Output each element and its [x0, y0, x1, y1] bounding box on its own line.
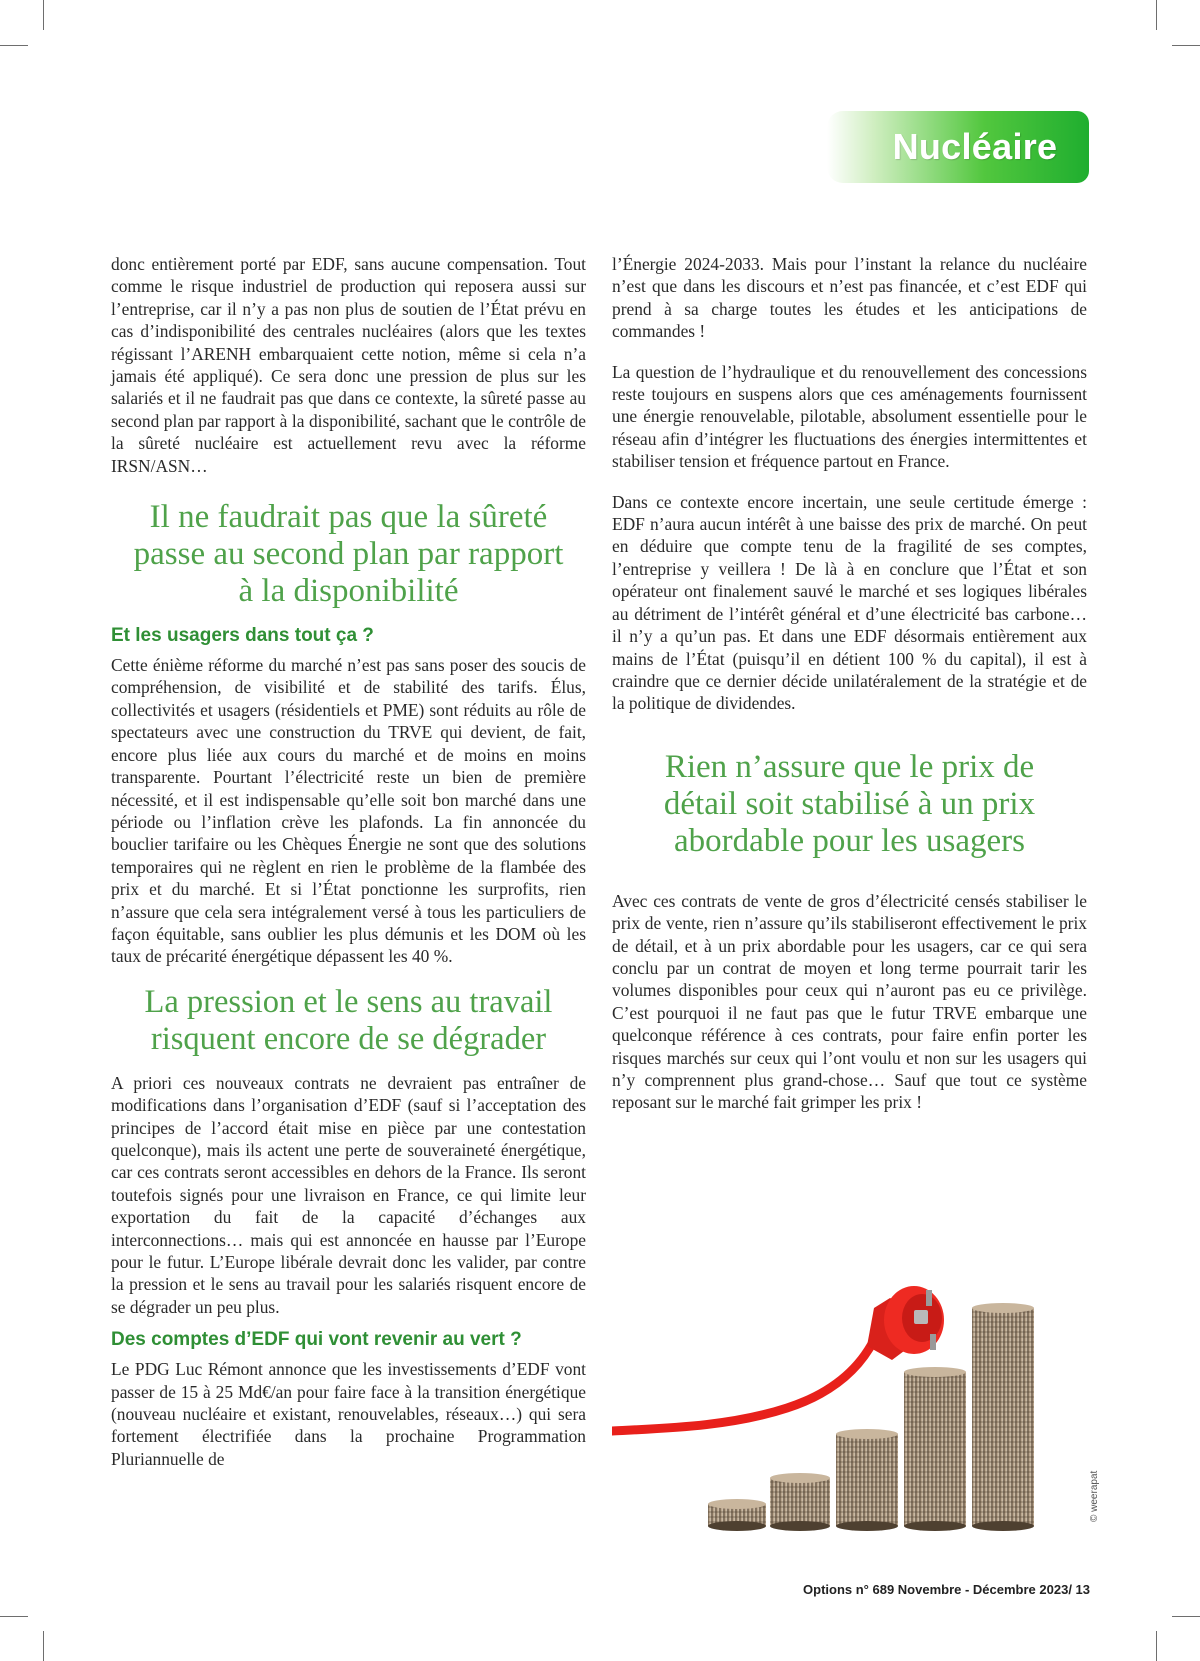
left-column [111, 253, 586, 1470]
illustration-plug-and-coins [612, 1268, 1090, 1538]
body-paragraph: donc entièrement porté par EDF, sans aucune compensation. Tout comme le risque industriel de production qui reposera aussi sur l’entreprise, car il n’y a pas non plus de soutien de l’État prévu en cas d’indisponibilité des centrales nucléaires (alors que les textes régissant l’ARENH embarquaient cette notion, même si cela n’a jamais été appliqué). Ce sera donc une pression de plus sur les salariés et il ne faudrait pas que dans ce contexte, la sûreté passe au second plan par rapport à la disponibilité, sachant que le contrôle de la sûreté nucléaire est actuellement revu avec la réforme IRSN/ASN… [111, 254, 586, 476]
subheading: Des comptes d’EDF qui vont revenir au vert ? [111, 1329, 522, 1351]
crop-mark [0, 1616, 28, 1617]
section-tab [827, 111, 1089, 183]
crop-mark [1172, 45, 1200, 46]
body-paragraph: l’Énergie 2024-2033. Mais pour l’instant la relance du nucléaire n’est que dans les discours et n’est pas financée, et c’est EDF qui prend à sa charge toutes les études et les anticipations de commandes ! [612, 254, 1087, 342]
plug-icon [867, 1286, 944, 1360]
pullquote: Il ne faudrait pas que la sûreté passe au second plan par rapport à la disponibilité [133, 499, 564, 610]
subheading: Et les usagers dans tout ça ? [111, 625, 374, 647]
crop-mark [43, 0, 44, 30]
body-paragraph: Le PDG Luc Rémont annonce que les investissements d’EDF vont passer de 15 à 25 Md€/an pour faire face à la transition énergétique (nouveau nucléaire et existant, renouvelables, réseaux…) qui sera fortement électrifiée dans la prochaine Programmation Pluriannuelle de [111, 1359, 586, 1469]
cable [612, 1340, 874, 1431]
section-tab-label: Nucléaire [892, 126, 1058, 167]
right-column [612, 253, 1087, 1114]
crop-mark [43, 1631, 44, 1661]
pullquote: Rien n’assure que le prix de détail soit stabilisé à un prix abordable pour les usagers [663, 748, 1036, 859]
body-paragraph: Dans ce contexte encore incertain, une seule certitude émerge : EDF n’aura aucun intérêt à une baisse des prix de marché. On peut en déduire que compte tenu de la fragilité de ses comptes, l’entreprise y veillera ! De là à en conclure que l’État et son opérateur ont finalement sauvé le marché et ses logiques libérales au détriment de l’intérêt général et d’une électricité bas carbone… il n’y a qu’un pas. Et dans une EDF désormais entièrement aux mains de l’État (puisqu’il en détient 100 % du capital), il est à craindre que ce dernier décide unilatéralement de la stratégie et de la politique de dividendes. [612, 491, 1087, 714]
crop-mark [1156, 1631, 1157, 1661]
body-paragraph: A priori ces nouveaux contrats ne devraient pas entraîner de modifications dans l’organisation d’EDF (sauf si l’acceptation des principes de l’accord était mise en pièce par une contestation quelconque), mais ils actent une perte de souveraineté énergétique, car ces contrats seront accessibles en dehors de la France. Ils seront toutefois signés pour une livraison en France, ce qui limite leur exportation du fait de la capacité d’échanges aux interconnections… mais qui est annoncée en hausse par l’Europe pour le futur. L’Europe libérale devrait donc les valider, par contre la pression et le sens au travail pour les salariés risquent encore de se dégrader un peu plus. [111, 1072, 586, 1317]
body-paragraph: Avec ces contrats de vente de gros d’électricité censés stabiliser le prix de vente, rien n’assure qu’ils stabiliseront effectivement le prix de détail, et à un prix abordable pour les usagers, car ce qui sera conclu par un contrat de moyen et long terme pourrait tarir les volumes disponibles pour ceux qui n’auront pas eu ce privilège. C’est pourquoi il ne faut pas que le futur TRVE embarque une quelconque référence à ces contrats, pour faire enfin porter les risques marchés sur ceux qui l’ont voulu et non sur les usagers qui n’y comprennent plus grand-chose… Sauf que tout ce système reposant sur le marché fait grimper les prix ! [612, 890, 1087, 1113]
photo-credit: © weerapat [1089, 1470, 1100, 1522]
body-paragraph: La question de l’hydraulique et du renouvellement des concessions reste toujours en suspens alors que ces aménagements fournissent une énergie renouvelable, pilotable, absolument essentielle pour le réseau afin d’intégrer les fluctuations des énergies intermittentes et stabiliser tension et fréquence partout en France. [612, 361, 1087, 472]
crop-mark [1156, 0, 1157, 30]
crop-mark [0, 45, 28, 46]
page-footer: Options n° 689 Novembre - Décembre 2023/ 13 [803, 1582, 1090, 1597]
pullquote: La pression et le sens au travail risquent encore de se dégrader [144, 983, 553, 1057]
plug-coins-image [612, 1268, 1090, 1538]
crop-mark [1172, 1616, 1200, 1617]
body-paragraph: Cette énième réforme du marché n’est pas sans poser des soucis de compréhension, de visibilité et de stabilité des tarifs. Élus, collectivités et usagers (résidentiels et PME) sont réduits au rôle de spectateurs avec une construction du TRVE qui devient, de fait, encore plus liée aux cours du marché et de moins en moins transparente. Pourtant l’électricité reste un bien de première nécessité, et il est indispensable qu’elle soit bon marché dans une période ou l’inflation crève les plafonds. La fin annoncée du bouclier tarifaire ou les Chèques Énergie ne sont que des solutions temporaires qui ne règlent en rien le problème de la flambée des prix et du marché. Et si l’État ponctionne les surprofits, rien n’assure que cela sera intégralement versé à tous les particuliers de façon équitable, sans oublier les plus démunis et les DOM où les taux de précarité énergétique dépassent les 40 %. [111, 655, 586, 967]
